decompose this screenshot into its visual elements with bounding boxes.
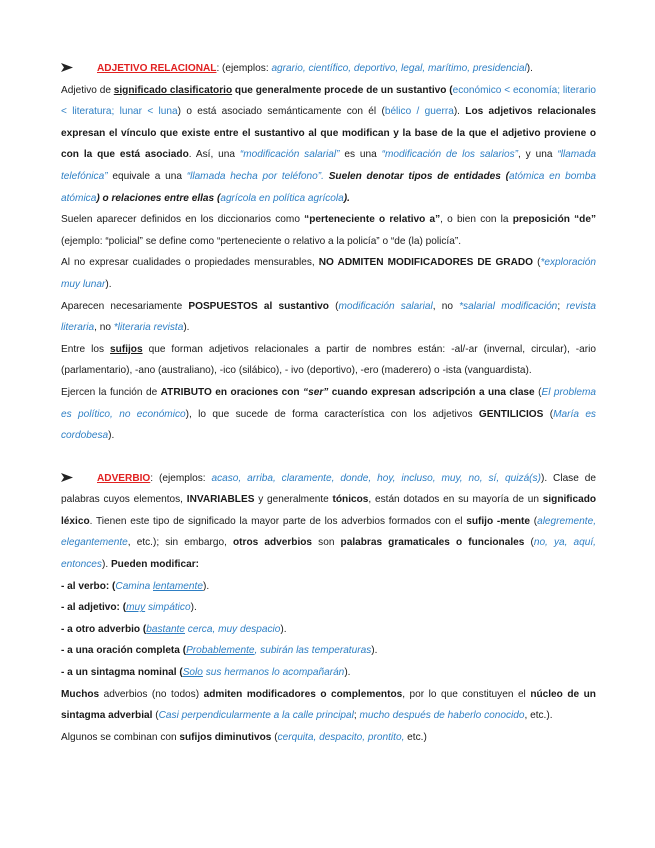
text-run: (ejemplo: “policial” se define como “perteneciente o relativo a la policía” o “de (la) policía”. [61,235,462,247]
text-run: - al verbo: ( [61,580,116,592]
text-run: etc.) [404,731,427,743]
text-run: que forman adjetivos relacionales a partir de nombres están: [142,343,452,355]
paragraph-atributo [61,382,596,447]
arrow-bullet-icon [61,468,97,490]
text-run: Casi perpendicularmente a la calle principal [158,710,354,722]
text-run: INVARIABLES [186,494,255,506]
text-run: ( [524,537,534,549]
text-run: atómica en bomba atómica [61,170,596,204]
list-item-oracion [61,640,596,662]
paragraph-modificadores [61,684,596,727]
text-run: significado clasificatorio [113,84,233,96]
list-item-verbo [61,576,596,598]
text-run: muy [126,602,146,614]
text-run: Al no expresar cualidades o propiedades mensurables, [61,257,319,269]
text-run: Suelen denotar tipos de entidades ( [323,170,510,182]
text-run: ). [526,63,533,74]
text-run: Probablemente [186,645,255,657]
text-run: ; [353,710,360,722]
text-run: ( [271,731,278,743]
text-run: , no [432,300,460,312]
text-run: ( [534,386,542,398]
text-run: no, ya, aquí, entonces [61,537,596,571]
section-heading-adjetivo [61,58,596,80]
text-run: *literaria revista [113,322,184,334]
list-item-sintagma [61,662,596,684]
paragraph-sufijos [61,339,596,382]
examples-adjetivo: agrario, científico, deportivo, legal, marítimo, presidencial [271,63,527,74]
list-item-adverbio [61,619,596,641]
text-run: bastante [146,623,185,635]
text-run: ( [328,300,339,312]
text-run: agrícola en política agrícola [220,192,344,204]
text-run: POSPUESTOS al sustantivo [188,300,329,312]
text-run: -al/-ar (invernal, circular), -ario (parlamentario), -ano (australiano), -ico (silábico), - ivo (deportivo), -ero (maderero) o -ista (vanguardista). [61,343,596,377]
text-run: - al adjetivo: ( [61,602,127,614]
text-run: ) o está asociado semánticamente con él ( [177,106,385,118]
text-run: son [312,537,341,549]
text-run: cerquita, despacito, prontito, [277,731,405,743]
text-run: , están dotados en su mayoría de un [368,494,543,506]
text-run: ), lo que sucede de forma característica con los adjetivos [185,408,479,420]
text-run: ). [183,322,190,334]
text-run: *salarial modificación [459,300,558,312]
text-run: otros adverbios [233,537,313,549]
text-run: , etc.); sin embargo, [127,537,234,549]
text-run: - a otro adverbio ( [61,623,147,635]
paragraph-definicion [61,80,596,210]
text-run: simpático [145,602,191,614]
text-run: El problema es político, no económico [61,386,596,420]
text-run: Aparecen necesariamente [61,300,189,312]
text-run: Algunos se combinan con [61,731,180,743]
text-run: Los adjetivos relacionales expresan el vínculo que existe entre el sustantivo al que modifican y la base de la que el adjetivo proviene o con la que está asociado [61,106,596,161]
text-run: María es cordobesa [61,408,596,442]
text-run: que generalmente procede de un sustantivo ( [232,84,453,96]
text-run: ). [280,623,287,635]
text-run: ( [529,515,538,527]
text-run: ; [557,300,567,312]
text-run: sufijos [110,343,143,355]
text-run: alegremente, elegantemente [61,515,596,549]
text-run: sus hermanos lo acompañarán [202,667,345,679]
heading-adverbio: ADVERBIO [97,472,151,484]
text-run: ). [371,645,378,657]
text-run: ). [202,580,210,592]
paragraph-pospuestos [61,296,596,339]
text-run: ). [105,278,112,290]
text-run: preposición “de” [512,214,597,226]
list-item-adjetivo [61,597,596,619]
text-run: Solo [182,667,203,679]
text-run: “ser” [303,386,329,398]
text-run: Muchos [61,688,100,700]
text-run: admiten modificadores o complementos [203,688,403,700]
text-run: es una [339,149,382,161]
text-run: ATRIBUTO en oraciones con [160,386,304,398]
text-run: ). [453,106,466,118]
text-run: Suelen aparecer definidos en los diccionarios como [61,214,305,226]
text-run: . Así, una [188,149,240,161]
text-run: , etc.). [524,710,553,722]
text-run: , no [94,322,114,334]
text-run: económico < economía; literario < literatura; lunar < luna [61,84,596,118]
text-run: Adjetivo de [61,84,114,96]
text-run: significado léxico [61,494,597,527]
text-run: modificación salarial [338,300,433,312]
text-run: . Tienen este tipo de significado la mayor parte de los adverbios formados con el [89,515,467,527]
text-run: Camina [115,580,153,592]
text-run: - a un sintagma nominal ( [61,667,183,679]
text-run: - a una oración completa ( [61,645,187,657]
text-run: ). Clase de palabras cuyos elementos, [61,472,596,506]
paragraph-grado [61,252,596,295]
text-run: y generalmente [254,494,333,506]
text-run: ). [101,559,111,571]
text-run: “modificación salarial” [239,149,340,161]
text-run: cuando expresan adscripción a una clase [328,386,535,398]
arrow-bullet-icon [61,58,97,80]
text-run: bélico / guerra [384,106,454,118]
document-page [61,58,596,748]
text-run: “perteneciente o relativo a” [304,214,441,226]
text-run: mucho después de haberlo conocido [359,710,525,722]
text-run: , o bien con la [440,214,513,226]
text-run: : (ejemplos: [150,472,212,484]
text-run: ) o relaciones entre ellas ( [96,192,221,204]
heading-adjetivo-relacional: ADJETIVO RELACIONAL [97,63,217,74]
text-run: *exploración muy lunar [61,257,596,290]
paragraph-diminutivos [61,727,596,749]
text-run: , y una [518,149,558,161]
text-run: palabras gramaticales o funcionales [340,537,525,549]
text-run: ( [543,408,554,420]
text-run: sufijo -mente [466,515,530,527]
examples-adverbio: acaso, arriba, claramente, donde, hoy, incluso, muy, no, sí, quizá(s) [211,472,541,484]
text-run: NO ADMITEN MODIFICADORES DE GRADO [318,257,534,269]
section-gap [61,447,596,468]
text-run: ). [343,192,350,204]
text-run: sufijos diminutivos [179,731,272,743]
paragraph-adverbio [61,468,596,576]
paragraph-diccionarios [61,209,596,252]
text-run: ( [152,710,159,722]
text-run: cerca, muy despacio [184,623,281,635]
text-run: adverbios (no todos) [99,688,204,700]
text-run: “llamada hecha por teléfono”. [186,170,324,182]
text-run: ). [108,430,115,442]
text-run: “llamada telefónica” [61,149,597,182]
text-run: tónicos [332,494,369,506]
text-run: núcleo de un sintagma adverbial [61,688,596,722]
text-run: ). [344,667,351,679]
text-run: equivale a una [107,170,187,182]
text-run: , subirán las temperaturas [254,645,372,657]
text-run: ). [190,602,197,614]
text-run: lentamente [153,580,203,592]
text-run: ( [533,257,541,269]
text-run: “modificación de los salarios” [381,149,518,161]
text-run: GENTILICIOS [478,408,544,420]
text-run: : (ejemplos: [216,63,272,74]
text-run: , por lo que constituyen el [402,688,531,700]
text-run: Pueden modificar: [110,559,200,571]
text-run: Entre los [61,343,111,355]
text-run: Ejercen la función de [61,386,161,398]
text-run: revista literaria [61,300,597,334]
